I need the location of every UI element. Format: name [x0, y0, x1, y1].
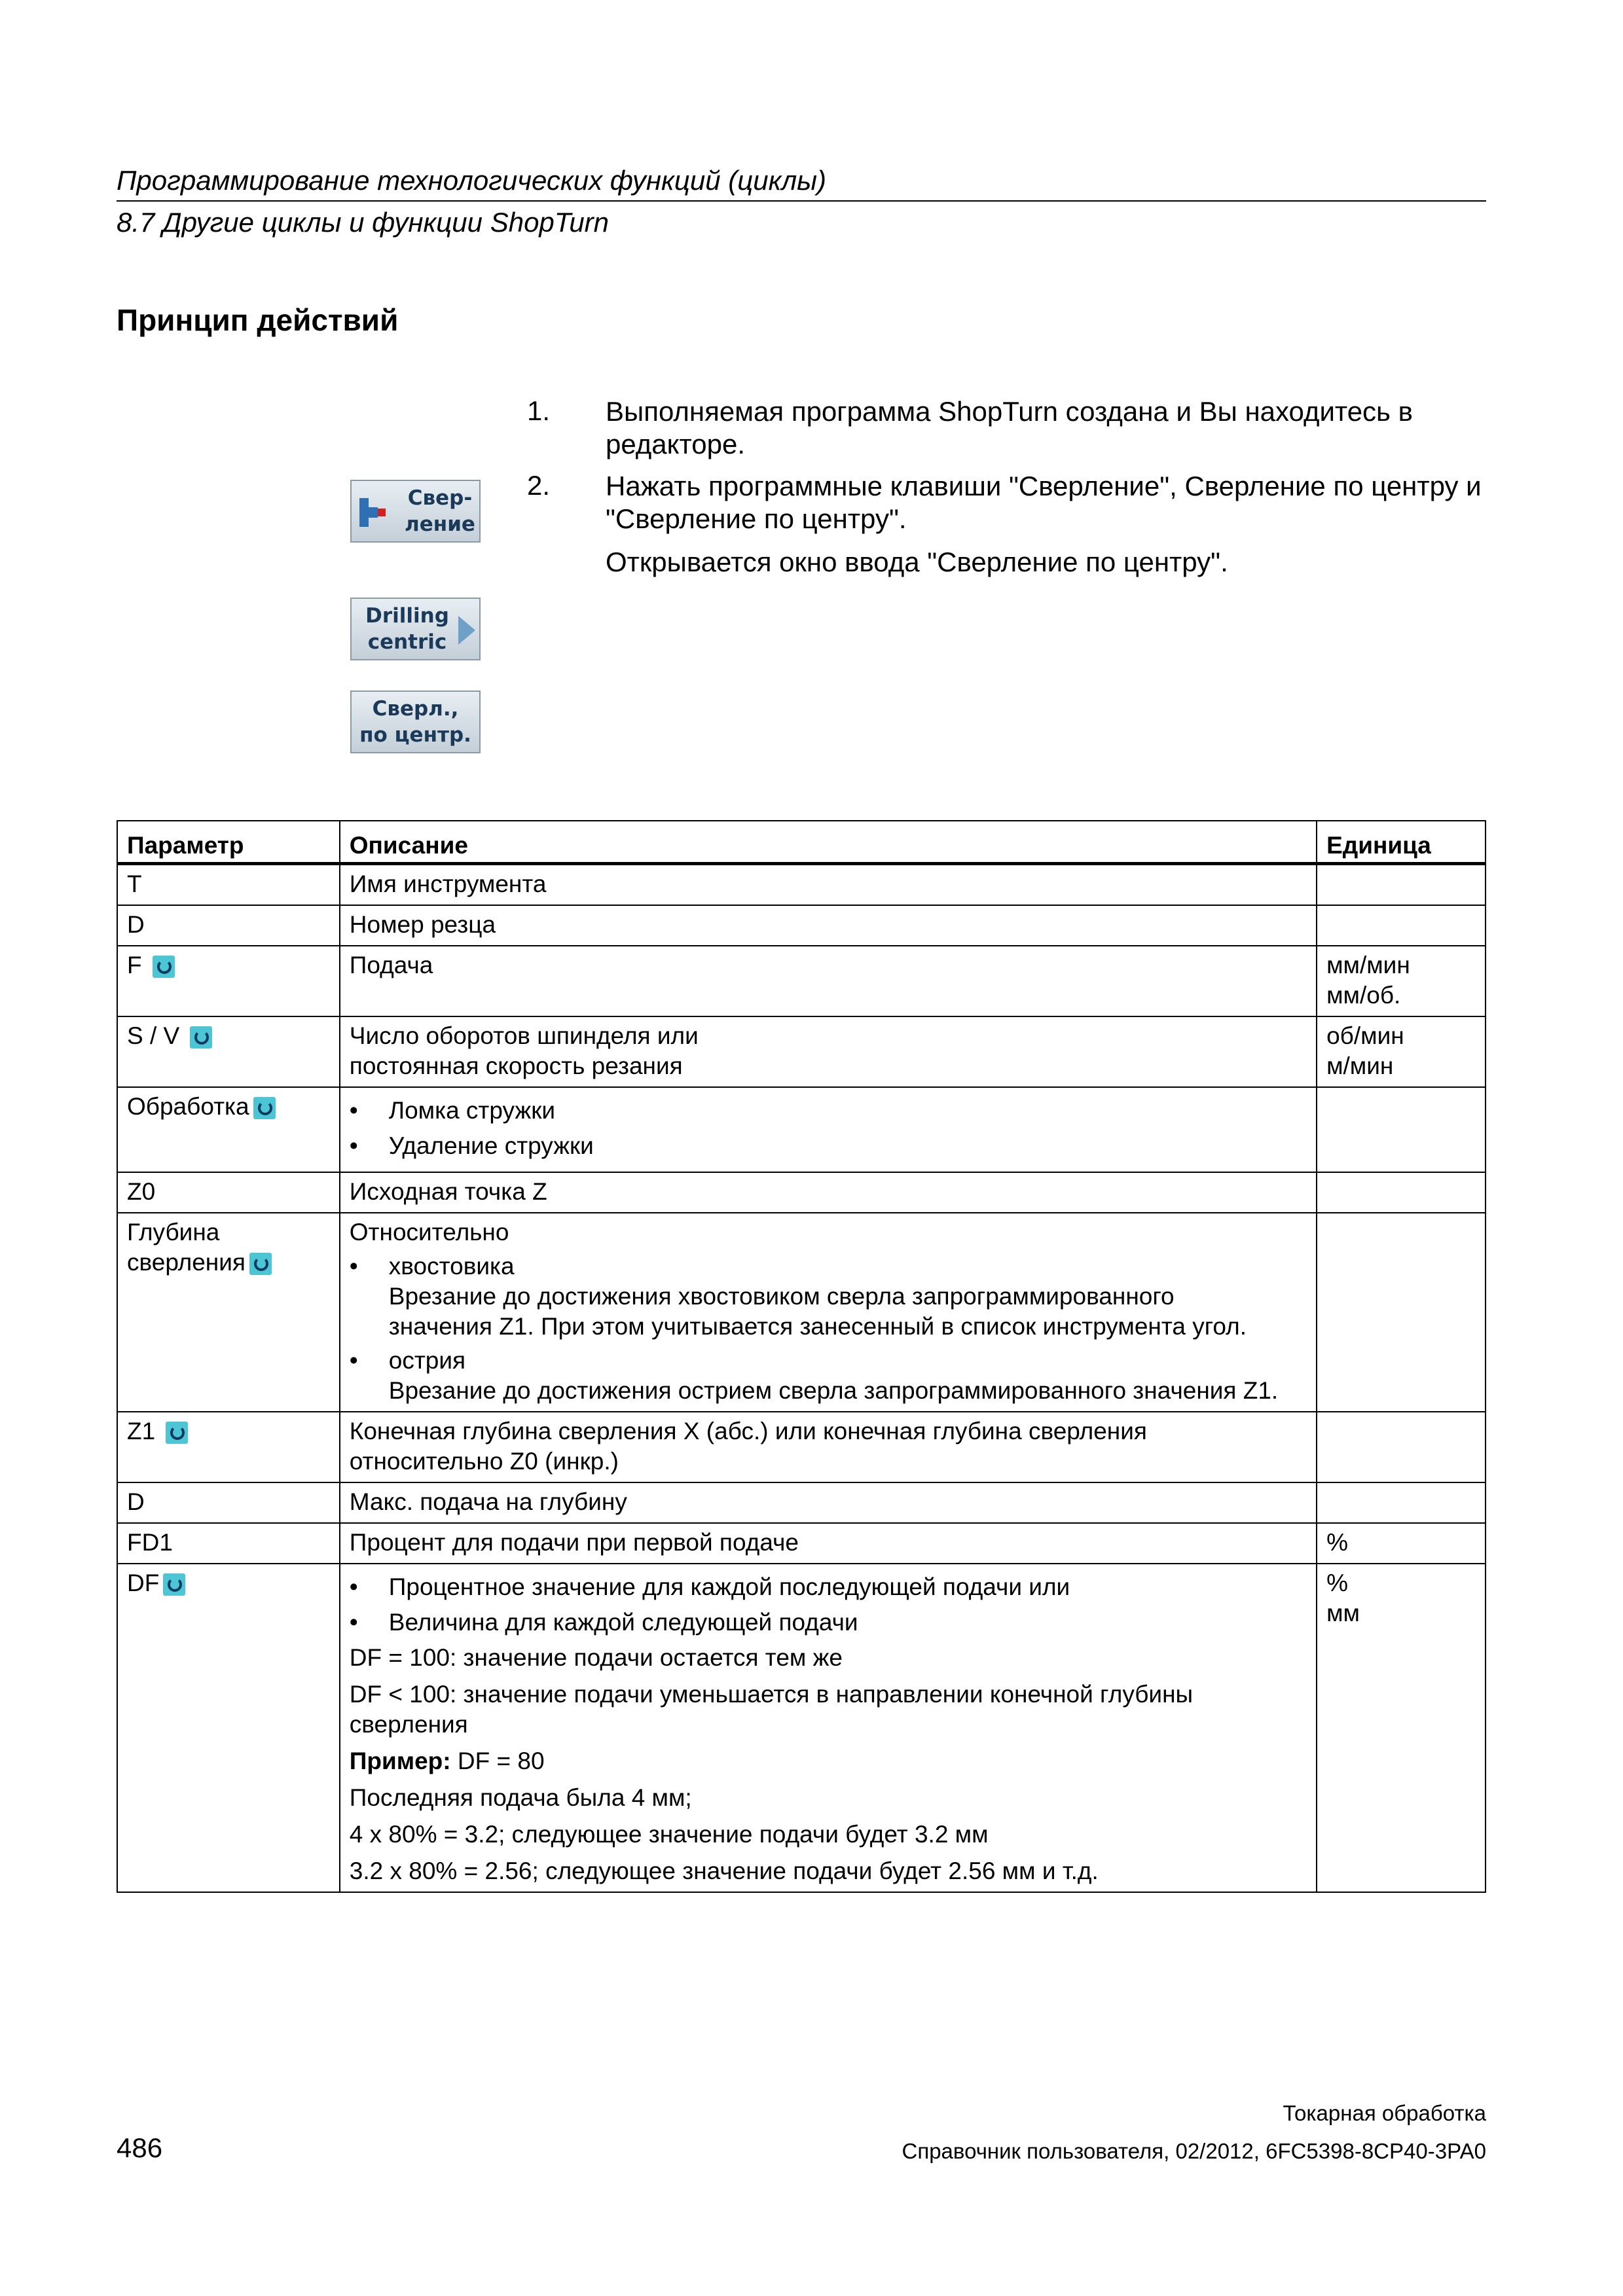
param-name: S / V [127, 1022, 180, 1049]
step-number: 1. [527, 395, 551, 426]
step-result: Открывается окно ввода "Сверление по центру". [606, 547, 1228, 577]
softkey-label-line2: ление [405, 512, 475, 536]
param-cell: FD1 [117, 1523, 340, 1564]
bullet-text: Ломка стружки [388, 1097, 556, 1124]
desc-cell: Макс. подача на глубину [340, 1482, 1317, 1523]
bullet-text: Удаление стружки [388, 1132, 594, 1159]
section-title: Принцип действий [117, 303, 399, 337]
softkey-centric-drill[interactable] [350, 691, 481, 753]
example-value: DF = 80 [450, 1748, 545, 1774]
table-row [117, 1087, 1486, 1172]
chapter-title: Программирование технологических функций (циклы) [117, 165, 827, 196]
unit-line: об/мин [1326, 1022, 1404, 1049]
cycle-toggle-icon [253, 1097, 276, 1119]
param-line: Глубина [127, 1219, 220, 1246]
desc-line: DF < 100: значение подачи уменьшается в направлении конечной глубины [349, 1681, 1194, 1708]
param-cell [117, 1213, 340, 1412]
table-row [117, 1172, 1486, 1213]
bullet-item: • острия [349, 1347, 466, 1374]
table-header-row [117, 821, 1486, 864]
bullet-text: Процентное значение для каждой последующей подачи или [388, 1573, 1070, 1600]
bullet-desc: Врезание до достижения острием сверла запрограммированного значения Z1. [388, 1377, 1279, 1404]
section-subtitle: 8.7 Другие циклы и функции ShopTurn [117, 207, 610, 238]
bullet-item: • Процентное значение для каждой последующей подачи или [349, 1573, 1070, 1600]
header-param: Параметр [117, 821, 340, 864]
desc-cell [340, 1016, 1317, 1087]
cycle-toggle-icon [163, 1573, 185, 1596]
desc-line: относительно Z0 (инкр.) [349, 1448, 619, 1475]
header-unit: Единица [1317, 821, 1486, 864]
table-row [117, 1523, 1486, 1564]
unit-cell [1317, 1564, 1486, 1892]
softkey-label-line1: Свер- [407, 486, 473, 510]
desc-line: сверления [349, 1711, 468, 1738]
param-cell: Z0 [117, 1172, 340, 1213]
example-line [350, 1746, 1307, 1776]
desc-cell [340, 1564, 1317, 1892]
bullet-desc: значения Z1. При этом учитывается занесенный в список инструмента угол. [388, 1313, 1247, 1340]
param-cell [117, 1412, 340, 1482]
param-cell [117, 1087, 340, 1172]
desc-cell: Подача [340, 946, 1317, 1016]
bullet-item: • Удаление стружки [349, 1132, 594, 1159]
step-text: Нажать программные клавиши "Сверление", Сверление по центру и "Сверление по центру". [606, 471, 1482, 534]
param-cell [117, 1564, 340, 1892]
desc-line: Число оборотов шпинделя или [349, 1022, 699, 1049]
param-cell: D [117, 905, 340, 946]
cycle-toggle-icon [190, 1026, 212, 1049]
desc-line: DF = 100: значение подачи остается тем же [349, 1644, 843, 1671]
softkey-drilling[interactable] [350, 480, 481, 543]
unit-cell [1317, 905, 1486, 946]
table-row [117, 1412, 1486, 1482]
bullet-text: острия [388, 1347, 466, 1374]
bullet-desc: Врезание до достижения хвостовиком сверла запрограммированного [388, 1283, 1175, 1310]
unit-cell [1317, 1412, 1486, 1482]
unit-cell [1317, 1482, 1486, 1523]
softkey-label-line2: по центр. [359, 723, 471, 747]
desc-line: постоянная скорость резания [349, 1052, 683, 1079]
param-line: сверления [127, 1249, 246, 1276]
desc-cell [340, 1213, 1317, 1412]
desc-line: 4 x 80% = 3.2; следующее значение подачи будет 3.2 мм [349, 1821, 989, 1848]
header-rule [117, 200, 1486, 202]
desc-line: Последняя подача была 4 мм; [349, 1784, 692, 1811]
unit-cell [1317, 946, 1486, 1016]
cycle-toggle-icon [249, 1253, 272, 1275]
unit-line: % [1326, 1570, 1348, 1596]
table-row [117, 905, 1486, 946]
table-row [117, 946, 1486, 1016]
step-text: Выполняемая программа ShopTurn создана и Вы находитесь в редакторе. [606, 396, 1413, 459]
desc-cell: Исходная точка Z [340, 1172, 1317, 1213]
desc-cell [340, 1087, 1317, 1172]
table-row [117, 1016, 1486, 1087]
desc-cell: Номер резца [340, 905, 1317, 946]
desc-line: Конечная глубина сверления X (абс.) или конечная глубина сверления [349, 1418, 1147, 1444]
desc-cell: Имя инструмента [340, 864, 1317, 906]
param-cell [117, 946, 340, 1016]
arrow-right-icon [458, 616, 475, 645]
table-row [117, 864, 1486, 906]
softkey-label-line1: Сверл., [372, 697, 459, 721]
cycle-toggle-icon [153, 956, 175, 978]
bullet-text: Величина для каждой следующей подачи [388, 1609, 858, 1636]
cycle-toggle-icon [166, 1422, 188, 1444]
bullet-text: хвостовика [388, 1253, 515, 1280]
example-label: Пример: [349, 1748, 451, 1774]
bullet-item: • Ломка стружки [349, 1097, 556, 1124]
param-name: DF [127, 1570, 160, 1596]
softkey-label-line2: centric [367, 630, 447, 654]
softkey-label-line1: Drilling [365, 604, 449, 628]
desc-cell: Процент для подачи при первой подаче [340, 1523, 1317, 1564]
desc-line: Относительно [349, 1219, 509, 1246]
desc-line: 3.2 x 80% = 2.56; следующее значение подачи будет 2.56 мм и т.д. [349, 1857, 1099, 1884]
desc-cell [340, 1412, 1317, 1482]
unit-line: мм/мин [1326, 952, 1410, 978]
unit-line: мм [1326, 1600, 1360, 1626]
param-cell: D [117, 1482, 340, 1523]
param-name: Обработка [127, 1093, 249, 1120]
bullet-item: • хвостовика [349, 1253, 515, 1280]
unit-cell [1317, 1087, 1486, 1172]
param-cell: T [117, 864, 340, 906]
unit-cell [1317, 1172, 1486, 1213]
bullet-item: • Величина для каждой следующей подачи [349, 1609, 858, 1636]
step-number: 2. [527, 470, 551, 501]
table-row [117, 1213, 1486, 1412]
parameter-table [117, 820, 1486, 1893]
unit-cell [1317, 864, 1486, 906]
param-name: F [127, 952, 142, 978]
softkey-drilling-centric[interactable] [350, 598, 481, 660]
param-cell [117, 1016, 340, 1087]
table-row [117, 1564, 1486, 1892]
unit-line: мм/об. [1326, 982, 1401, 1009]
header-desc: Описание [340, 821, 1317, 864]
page-number: 486 [117, 2132, 163, 2163]
footer-manual: Справочник пользователя, 02/2012, 6FC5398-8CP40-3PA0 [902, 2139, 1486, 2163]
drill-icon [359, 494, 386, 531]
param-name: Z1 [127, 1418, 156, 1444]
unit-line: м/мин [1326, 1052, 1394, 1079]
footer-product: Токарная обработка [1283, 2101, 1486, 2125]
unit-cell [1317, 1213, 1486, 1412]
unit-cell [1317, 1016, 1486, 1087]
unit-cell: % [1317, 1523, 1486, 1564]
table-row [117, 1482, 1486, 1523]
